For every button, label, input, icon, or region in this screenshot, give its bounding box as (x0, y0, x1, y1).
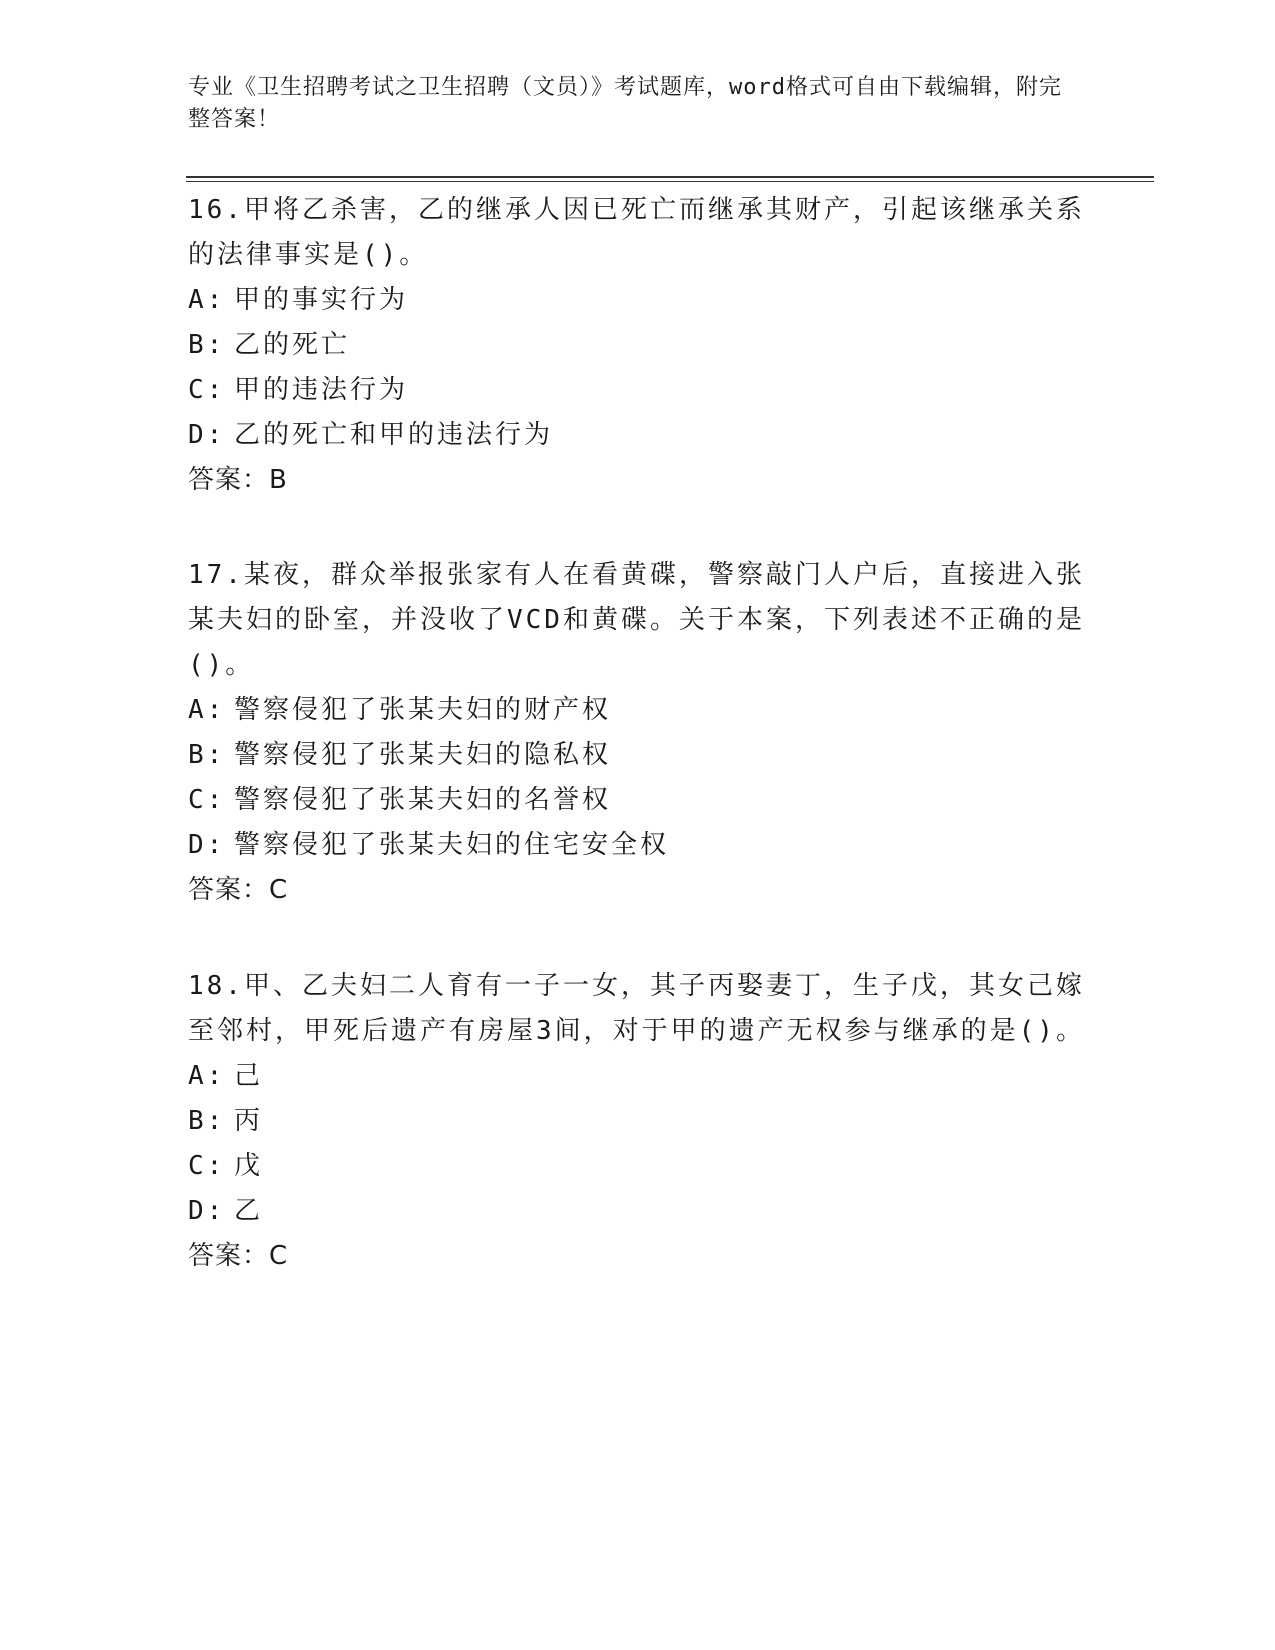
option-c (188, 1144, 1088, 1189)
document-header: 专业《卫生招聘考试之卫生招聘（文员）》考试题库，word格式可自由下载编辑，附完整答案！ (188, 75, 1062, 132)
option-b (188, 733, 1088, 778)
option-text: 警察侵犯了张某夫妇的名誉权 (234, 785, 612, 815)
question-text: 16.甲将乙杀害，乙的继承人因已死亡而继承其财产，引起该继承关系的法律事实是()。 (188, 195, 1085, 270)
option-key: A: (188, 285, 226, 315)
option-key: B: (188, 1106, 226, 1136)
question-text: 17.某夜，群众举报张家有人在看黄碟，警察敲门人户后，直接进入张某夫妇的卧室，并没收了VCD和黄碟。关于本案，下列表述不正确的是()。 (188, 560, 1085, 680)
option-d (188, 1189, 1088, 1234)
option-text: 戊 (234, 1151, 264, 1181)
option-text: 警察侵犯了张某夫妇的隐私权 (234, 740, 612, 770)
option-c (188, 368, 1088, 413)
option-key: B: (188, 740, 226, 770)
option-key: C: (188, 785, 226, 815)
option-key: C: (188, 1151, 226, 1181)
option-key: D: (188, 420, 226, 450)
option-key: B: (188, 330, 226, 360)
option-key: C: (188, 375, 226, 405)
option-a (188, 1054, 1088, 1099)
option-text: 乙的死亡和甲的违法行为 (234, 420, 554, 450)
header-divider-thin (186, 181, 1154, 182)
option-key: D: (188, 830, 226, 860)
option-text: 甲的事实行为 (234, 285, 409, 315)
option-a (188, 278, 1088, 323)
question-16 (188, 188, 1088, 503)
question-18 (188, 964, 1088, 1279)
option-c (188, 778, 1088, 823)
option-text: 己 (234, 1061, 264, 1091)
option-text: 甲的违法行为 (234, 375, 409, 405)
option-key: A: (188, 1061, 226, 1091)
option-text: 乙 (234, 1196, 264, 1226)
option-d (188, 413, 1088, 458)
header-divider-thick (186, 176, 1154, 178)
option-b (188, 1099, 1088, 1144)
option-text: 丙 (234, 1106, 264, 1136)
answer: 答案：C (188, 875, 289, 905)
answer: 答案：C (188, 1241, 289, 1271)
option-key: D: (188, 1196, 226, 1226)
answer: 答案：B (188, 465, 288, 495)
option-a (188, 688, 1088, 733)
option-text: 警察侵犯了张某夫妇的财产权 (234, 695, 612, 725)
option-text: 警察侵犯了张某夫妇的住宅安全权 (234, 830, 670, 860)
question-text: 18.甲、乙夫妇二人育有一子一女，其子丙娶妻丁，生子戊，其女己嫁至邻村，甲死后遗产有房屋3间，对于甲的遗产无权参与继承的是()。 (188, 971, 1085, 1046)
option-text: 乙的死亡 (234, 330, 351, 360)
option-b (188, 323, 1088, 368)
question-17 (188, 553, 1088, 913)
option-key: A: (188, 695, 226, 725)
option-d (188, 823, 1088, 868)
